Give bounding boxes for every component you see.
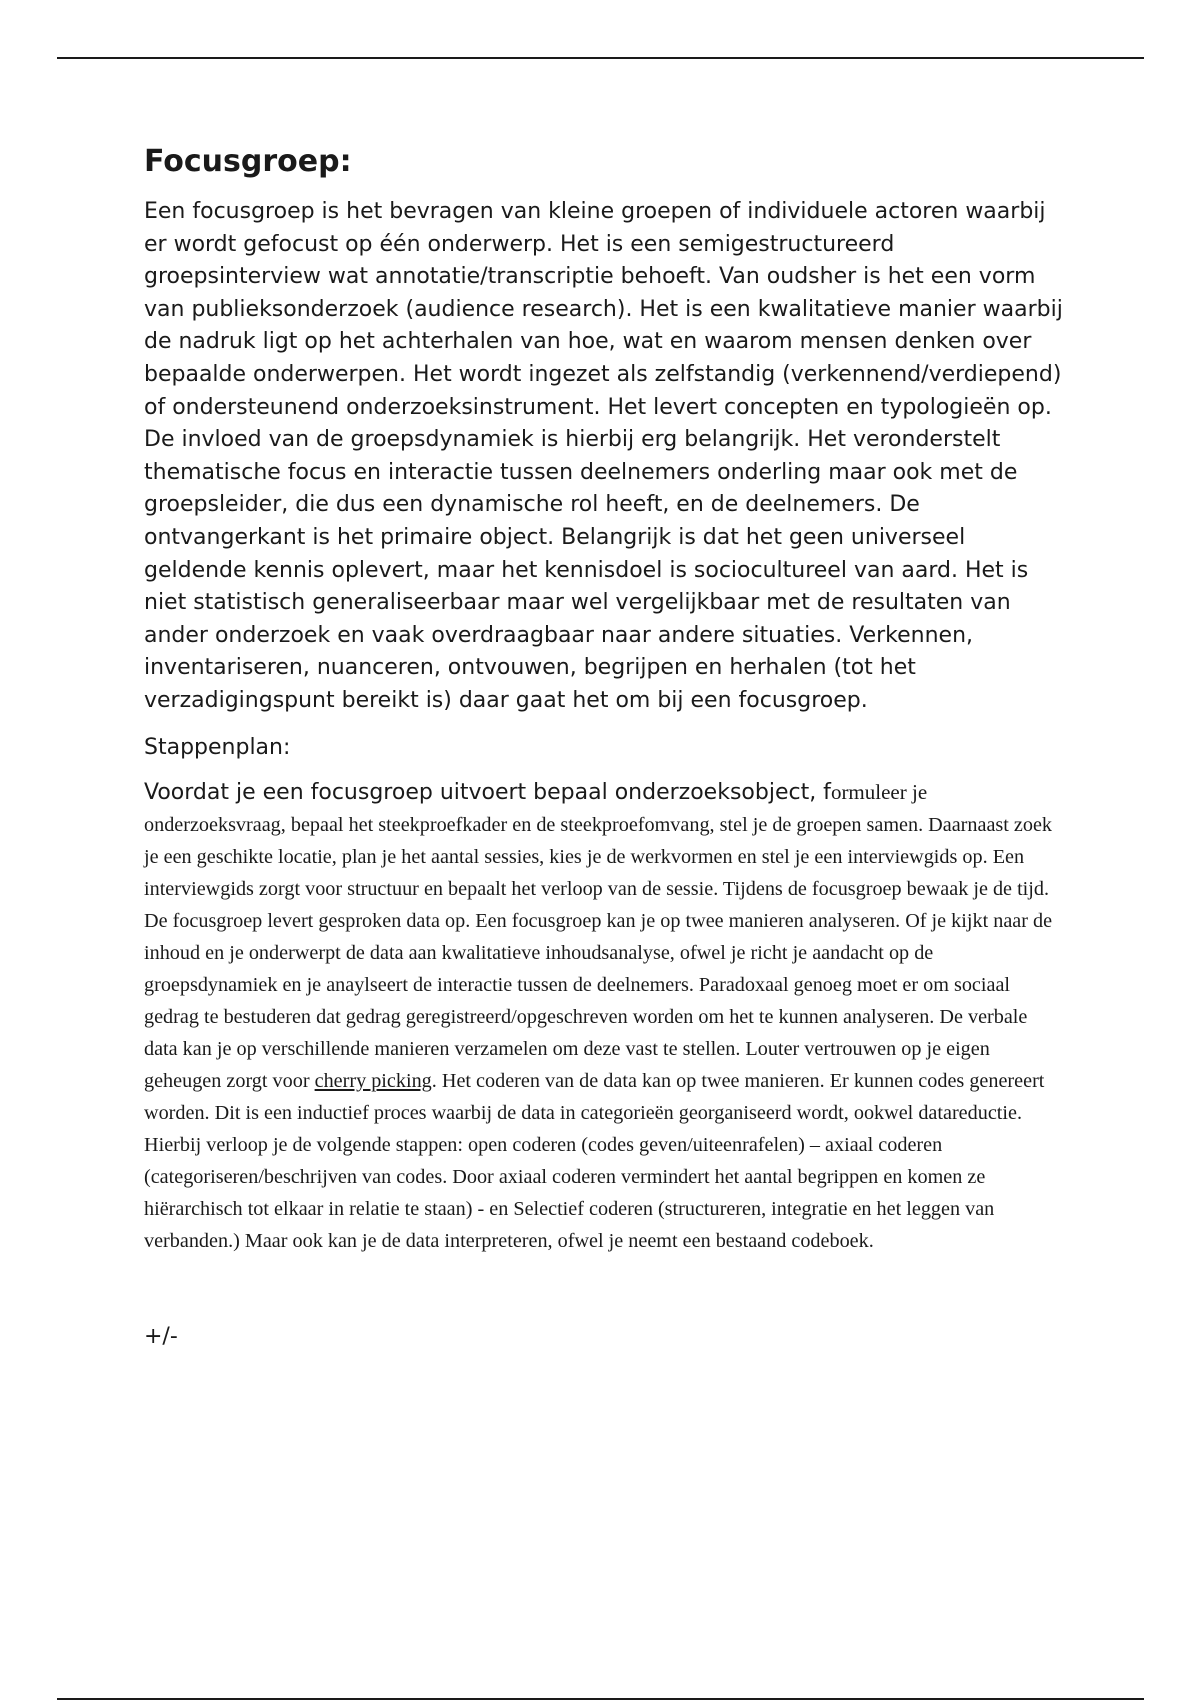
page-title: Focusgroep: bbox=[144, 144, 352, 179]
document-body bbox=[144, 138, 1064, 1353]
steps-lead-serif: ormuleer je bbox=[830, 779, 928, 804]
top-rule bbox=[57, 57, 1144, 59]
trailing-note: +/- bbox=[144, 1323, 178, 1349]
intro-paragraph: Een focusgroep is het bevragen van kleine groepen of individuele actoren waarbij er wordt gefocust op één onderwerp. Het is een semigestructureerd groepsinterview wat annotatie/transcriptie behoeft. Van oudsher is het een vorm van publieksonderzoek (audience research). Het is een kwalitatieve manier waarbij de nadruk ligt op het achterhalen van hoe, wat en waarom mensen denken over bepaalde onderwerpen. Het wordt ingezet als zelfstandig (verkennend/verdiepend) of ondersteunend onderzoeksinstrument. Het levert concepten en typologieën op. De invloed van de groepsdynamiek is hierbij erg belangrijk. Het veronderstelt thematische focus en interactie tussen deelnemers onderling maar ook met de groepsleider, die dus een dynamische rol heeft, en de deelnemers. De ontvangerkant is het primaire object. Belangrijk is dat het geen universeel geldende kennis oplevert, maar het kennisdoel is sociocultureel van aard. Het is niet statistisch generaliseerbaar maar wel vergelijkbaar met de resultaten van ander onderzoek en vaak overdraagbaar naar andere situaties. Verkennen, inventariseren, nuanceren, ontvouwen, begrijpen en herhalen (tot het verzadigingspunt bereikt is) daar gaat het om bij een focusgroep. bbox=[144, 199, 1063, 713]
steps-label: Stappenplan: bbox=[144, 734, 291, 760]
steps-lead-sans: Voordat je een focusgroep uitvoert bepaal onderzoeksobject, f bbox=[144, 779, 831, 805]
cherry-picking-link[interactable]: cherry picking bbox=[314, 1069, 432, 1092]
steps-body-before-link: onderzoeksvraag, bepaal het steekproefkader en de steekproefomvang, stel je de groepen samen. Daarnaast zoek je een geschikte locatie, plan je het aantal sessies, kies je de werkvormen en stel je een interviewgids op. Een interviewgids zorgt voor structuur en bepaalt het verloop van de sessie. Tijdens de focusgroep bewaak je de tijd. De focusgroep levert gesproken data op. Een focusgroep kan je op twee manieren analyseren. Of je kijkt naar de inhoud en je onderwerpt de data aan kwalitatieve inhoudsanalyse, ofwel je richt je aandacht op de groepsdynamiek en je anaylseert de interactie tussen de deelnemers. Paradoxaal genoeg moet er om sociaal gedrag te bestuderen dat gedrag geregistreerd/opgeschreven worden om het te kunnen analyseren. De verbale data kan je op verschillende manieren verzamelen om deze vast te stellen. Louter vertrouwen op je eigen geheugen zorgt voor bbox=[144, 813, 1053, 1092]
steps-body-after-link: . Het coderen van de data kan op twee manieren. Er kunnen codes genereert worden. Dit is een inductief proces waarbij de data in categorieën georganiseerd wordt, ookwel datareductie. Hierbij verloop je de volgende stappen: open coderen (codes geven/uiteenrafelen) – axiaal coderen (categoriseren/beschrijven van codes. Door axiaal coderen vermindert het aantal begrippen en komen ze hiërarchisch tot elkaar in relatie te staan) - en Selectief coderen (structureren, integratie en het leggen van verbanden.) Maar ook kan je de data interpreteren, ofwel je neemt een bestaand codeboek. bbox=[144, 1069, 1045, 1252]
steps-paragraph bbox=[144, 776, 1064, 1257]
